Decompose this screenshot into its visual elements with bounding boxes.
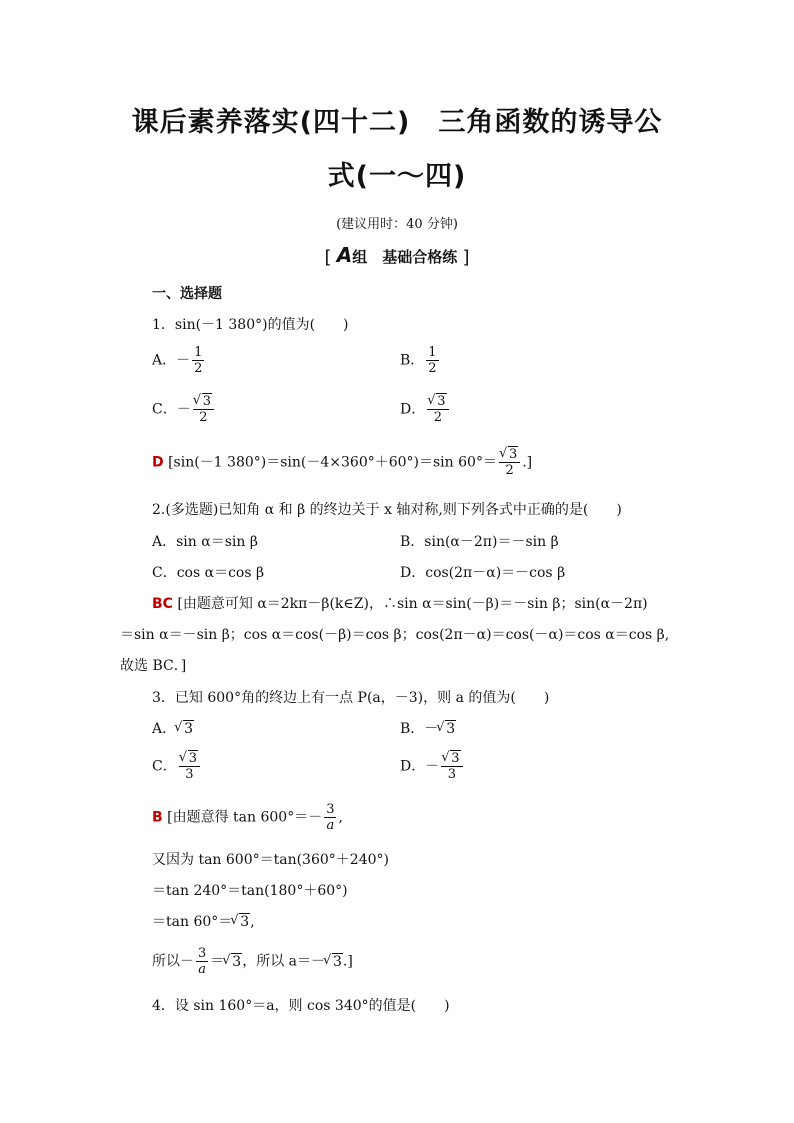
q3-explanation-5-prefix: 所以－ xyxy=(152,953,194,970)
q3-answer: B xyxy=(152,809,163,826)
q2-option-b: B．sin(α－2π)＝－sin β xyxy=(400,534,559,550)
q1-option-b xyxy=(400,345,441,376)
q3-option-d xyxy=(400,751,465,782)
group-letter: A xyxy=(336,243,353,267)
q1-option-d-radicand: 3 xyxy=(437,394,446,409)
q3-solution-line-4 xyxy=(152,911,255,931)
q2-option-a: A．sin α＝sin β xyxy=(152,534,258,550)
q2-stem: 2.(多选题)已知角 α 和 β 的终边关于 x 轴对称,则下列各式中正确的是( ) xyxy=(152,502,622,518)
q3-option-c-numerator xyxy=(179,751,200,767)
q2-solution-line-3: 故选 BC．] xyxy=(120,658,187,674)
q1-explanation-numerator xyxy=(499,447,520,463)
q3-option-a xyxy=(152,718,194,738)
q1-option-c-denominator: 2 xyxy=(199,410,208,425)
q3-explanation-5-root xyxy=(224,954,242,970)
q3-explanation-1-denominator: a xyxy=(326,818,335,833)
q3-explanation-1-fraction xyxy=(324,802,336,833)
q1-option-a-prefix: A．－ xyxy=(152,352,191,369)
q3-option-b-prefix: B．－ xyxy=(400,721,439,737)
q1-option-d xyxy=(400,394,451,425)
q2-explanation-1: [由题意可知 α＝2kπ－β(k∈Z)，∴sin α＝sin(－β)＝－sin β；sin(α－2π) xyxy=(177,596,648,612)
q1-explanation: [sin(－1 380°)＝sin(－4×360°＋60°)＝sin 60°＝ xyxy=(168,454,497,471)
q3-option-c-prefix: C． xyxy=(152,758,177,775)
q1-explanation-end: .] xyxy=(522,454,533,471)
q3-explanation-5-root-2 xyxy=(325,954,343,970)
q2-answer: BC xyxy=(152,596,173,612)
q1-option-c-numerator xyxy=(193,394,214,410)
section-heading: 一、选择题 xyxy=(152,286,222,302)
suggested-time: (建议用时：40 分钟) xyxy=(336,217,458,232)
q4-stem: 4．设 sin 160°＝a，则 cos 340°的值是( ) xyxy=(152,998,450,1014)
q3-solution-line-3: ＝tan 240°＝tan(180°＋60°) xyxy=(152,883,348,899)
q3-option-c-radicand: 3 xyxy=(188,751,197,766)
q3-explanation-5-middle: ，所以 a＝－ xyxy=(242,953,325,970)
q1-option-c-prefix: C．－ xyxy=(152,401,191,418)
left-bracket: [ xyxy=(324,247,332,268)
q3-option-c xyxy=(152,751,202,782)
q1-option-c xyxy=(152,394,216,425)
q3-explanation-5-end: .] xyxy=(342,953,353,970)
q3-explanation-4-radicand: 3 xyxy=(240,914,250,930)
q3-explanation-1-end: , xyxy=(338,809,343,826)
q3-stem: 3．已知 600°角的终边上有一点 P(a，－3)，则 a 的值为( ) xyxy=(152,690,550,706)
q3-explanation-1-numerator: 3 xyxy=(326,802,335,817)
q1-option-b-fraction xyxy=(426,345,438,376)
q3-explanation-1: [由题意得 tan 600°＝－ xyxy=(167,809,323,826)
q1-option-d-denominator: 2 xyxy=(433,410,443,425)
q1-option-b-denominator: 2 xyxy=(428,361,437,376)
q1-option-a xyxy=(152,345,206,376)
q3-option-d-prefix: D．－ xyxy=(400,758,440,775)
q3-option-a-prefix: A． xyxy=(152,721,177,737)
q3-option-c-fraction xyxy=(179,751,200,782)
q1-option-d-numerator xyxy=(427,394,448,410)
q1-option-a-denominator: 2 xyxy=(194,361,203,376)
q3-explanation-5-fraction xyxy=(196,946,208,977)
q3-explanation-4-root xyxy=(232,914,250,930)
q3-solution-line-2: 又因为 tan 600°＝tan(360°＋240°) xyxy=(152,852,389,868)
q1-option-a-numerator: 1 xyxy=(194,345,203,360)
q3-option-d-numerator xyxy=(441,751,462,767)
q3-option-a-radicand: 3 xyxy=(184,721,194,737)
q3-explanation-5-radicand: 3 xyxy=(232,953,242,970)
q3-option-c-denominator: 3 xyxy=(185,767,194,782)
q3-option-d-denominator: 3 xyxy=(447,767,457,782)
q1-option-b-numerator: 1 xyxy=(428,345,437,360)
q3-option-b-radicand: 3 xyxy=(446,721,456,737)
q2-option-c: C．cos α＝cos β xyxy=(152,565,265,581)
q3-solution-line-5 xyxy=(152,946,353,977)
q1-solution xyxy=(152,447,532,478)
q1-explanation-denominator: 2 xyxy=(505,463,514,478)
page-title-line-1: 课后素养落实(四十二) 三角函数的诱导公 xyxy=(131,107,663,138)
q1-option-b-prefix: B． xyxy=(400,352,425,369)
q1-stem: 1．sin(－1 380°)的值为( ) xyxy=(152,317,349,333)
q2-solution-line-2: ＝sin α＝－sin β；cos α＝cos(－β)＝cos β；cos(2π－α)＝cos(－α)＝cos α＝cos β, xyxy=(120,627,670,643)
q3-option-b-root xyxy=(438,721,456,737)
q3-explanation-5-equals: ＝ xyxy=(210,953,225,970)
page-title-line-2: 式(一～四) xyxy=(327,161,467,192)
q3-explanation-5-numerator: 3 xyxy=(198,946,207,961)
q1-answer: D xyxy=(152,454,164,471)
group-heading xyxy=(0,243,794,268)
q3-explanation-5-radicand-2: 3 xyxy=(333,953,342,970)
q3-option-d-radicand: 3 xyxy=(451,751,460,766)
q1-option-c-fraction xyxy=(193,394,214,425)
q2-option-d: D．cos(2π－α)＝－cos β xyxy=(400,565,566,581)
q1-option-d-prefix: D． xyxy=(400,401,426,418)
q1-option-a-fraction xyxy=(192,345,204,376)
q3-option-a-root xyxy=(176,721,194,737)
right-bracket: ] xyxy=(462,247,470,268)
q3-explanation-5-denominator: a xyxy=(198,962,207,977)
q2-solution-line-1 xyxy=(152,593,648,613)
q3-explanation-4: ＝tan 60°＝ xyxy=(152,914,233,930)
q3-explanation-4-end: , xyxy=(250,914,255,930)
q1-explanation-fraction xyxy=(499,447,520,478)
q1-option-c-radicand: 3 xyxy=(202,394,211,409)
q3-option-b xyxy=(400,718,456,738)
q1-option-d-fraction xyxy=(427,394,448,425)
q1-explanation-radicand: 3 xyxy=(508,447,518,462)
q3-solution-line-1 xyxy=(152,802,343,833)
q3-option-d-fraction xyxy=(441,751,462,782)
group-label: 组 基础合格练 xyxy=(352,248,458,266)
